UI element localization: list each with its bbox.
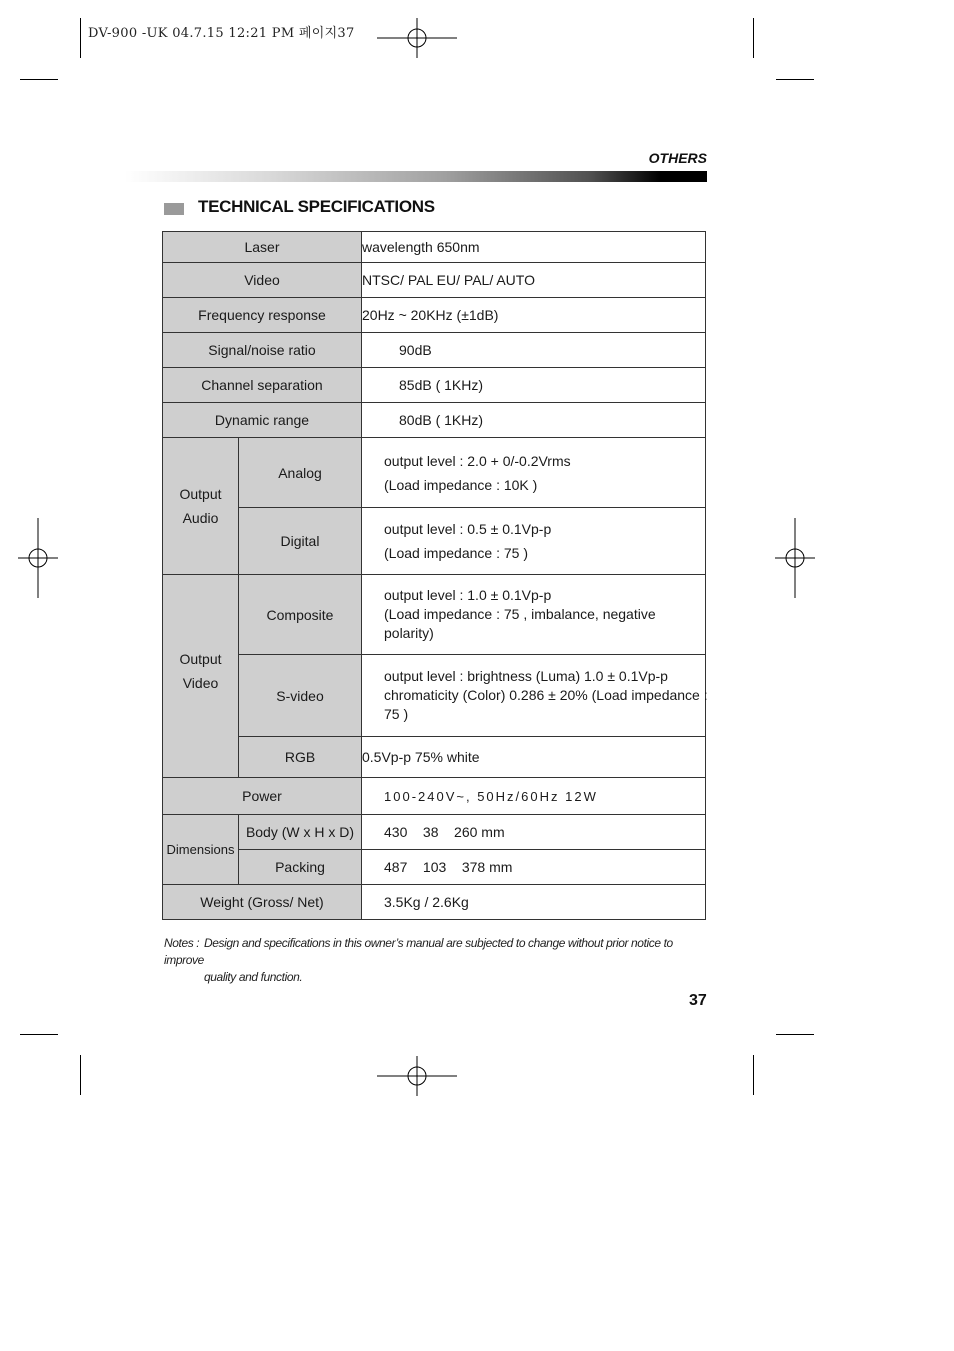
spec-value: 80dB ( 1KHz) — [362, 403, 706, 438]
group-label-line: Output — [179, 486, 222, 502]
spec-value: 487 103 378 mm — [362, 850, 706, 885]
table-row — [163, 333, 706, 368]
spec-label: Digital — [239, 508, 362, 575]
spec-table — [162, 231, 706, 920]
table-row — [163, 508, 706, 575]
spec-value: 100-240V~, 50Hz/60Hz 12W — [362, 778, 706, 815]
spec-value: 0.5Vp-p 75% white — [362, 737, 706, 778]
spec-label: Dimensions — [163, 815, 239, 885]
spec-label: Analog — [239, 438, 362, 508]
value-line: (Load impedance : 10K ) — [384, 476, 538, 493]
crop-mark — [20, 1034, 58, 1035]
group-label-line: Audio — [182, 510, 219, 526]
crop-mark — [776, 79, 814, 80]
value-line: output level : 1.0 ± 0.1Vp-p — [384, 587, 552, 603]
value-line: (Load impedance : 75 ) — [384, 545, 528, 561]
table-row — [163, 815, 706, 850]
spec-label: Composite — [239, 575, 362, 655]
header-gradient-bar — [125, 171, 707, 182]
registration-mark-icon — [377, 18, 457, 58]
value-line: chromaticity (Color) 0.286 ± 20% (Load impedance : — [384, 687, 708, 703]
value-line: (Load impedance : 75 , imbalance, negative — [384, 606, 656, 622]
crop-mark — [80, 1055, 81, 1095]
spec-value: wavelength 650nm — [362, 232, 706, 263]
notes-label: Notes : — [164, 936, 200, 950]
table-row — [163, 850, 706, 885]
spec-label: RGB — [239, 737, 362, 778]
registration-mark-icon — [377, 1056, 457, 1096]
spec-label: Weight (Gross/ Net) — [163, 885, 362, 920]
crop-mark — [80, 18, 81, 58]
notes-text: Design and specifications in this owner’s manual are subjected to change without prior notice to improve — [164, 936, 673, 967]
table-row — [163, 737, 706, 778]
notes — [164, 935, 709, 986]
title-marker-icon — [164, 203, 184, 215]
spec-label: Power — [163, 778, 362, 815]
value-line: 75 ) — [384, 706, 409, 722]
spec-value — [362, 575, 706, 655]
table-row — [163, 232, 706, 263]
value-line: output level : 2.0 + 0/-0.2Vrms — [384, 452, 571, 469]
spec-value: 430 38 260 mm — [362, 815, 706, 850]
table-row — [163, 438, 706, 508]
value-line: output level : brightness (Luma) 1.0 ± 0.1Vp-p — [384, 668, 668, 684]
table-row — [163, 778, 706, 815]
spec-label: Frequency response — [163, 298, 362, 333]
page-number: 37 — [689, 992, 707, 1009]
group-label-line: Video — [182, 675, 219, 691]
table-row — [163, 263, 706, 298]
spec-value: NTSC/ PAL EU/ PAL/ AUTO — [362, 263, 706, 298]
table-row — [163, 298, 706, 333]
spec-value: 20Hz ~ 20KHz (±1dB) — [362, 298, 706, 333]
registration-mark-icon — [18, 518, 58, 598]
table-row — [163, 575, 706, 655]
spec-value — [362, 655, 706, 737]
spec-value: 3.5Kg / 2.6Kg — [362, 885, 706, 920]
notes-text: quality and function. — [204, 970, 303, 984]
crop-mark — [753, 18, 754, 58]
value-line: output level : 0.5 ± 0.1Vp-p — [384, 521, 552, 537]
spec-label: Video — [163, 263, 362, 298]
output-audio-label — [163, 438, 239, 575]
table-row — [163, 368, 706, 403]
registration-mark-icon — [775, 518, 815, 598]
table-row — [163, 885, 706, 920]
print-header: DV-900 -UK 04.7.15 12:21 PM 페이지37 — [88, 26, 355, 41]
spec-label: Body (W x H x D) — [239, 815, 362, 850]
output-video-label — [163, 575, 239, 778]
spec-label: Dynamic range — [163, 403, 362, 438]
spec-label: Signal/noise ratio — [163, 333, 362, 368]
crop-mark — [776, 1034, 814, 1035]
spec-label: Laser — [163, 232, 362, 263]
spec-value — [362, 508, 706, 575]
spec-label: S-video — [239, 655, 362, 737]
page-title: TECHNICAL SPECIFICATIONS — [198, 197, 435, 216]
spec-value — [362, 438, 706, 508]
spec-value: 85dB ( 1KHz) — [362, 368, 706, 403]
section-label: OTHERS — [648, 150, 707, 166]
table-row — [163, 655, 706, 737]
spec-value: 90dB — [362, 333, 706, 368]
group-label-line: Output — [179, 651, 222, 667]
spec-label: Packing — [239, 850, 362, 885]
crop-mark — [753, 1055, 754, 1095]
spec-label: Channel separation — [163, 368, 362, 403]
value-line: polarity) — [384, 625, 434, 641]
table-row — [163, 403, 706, 438]
crop-mark — [20, 79, 58, 80]
